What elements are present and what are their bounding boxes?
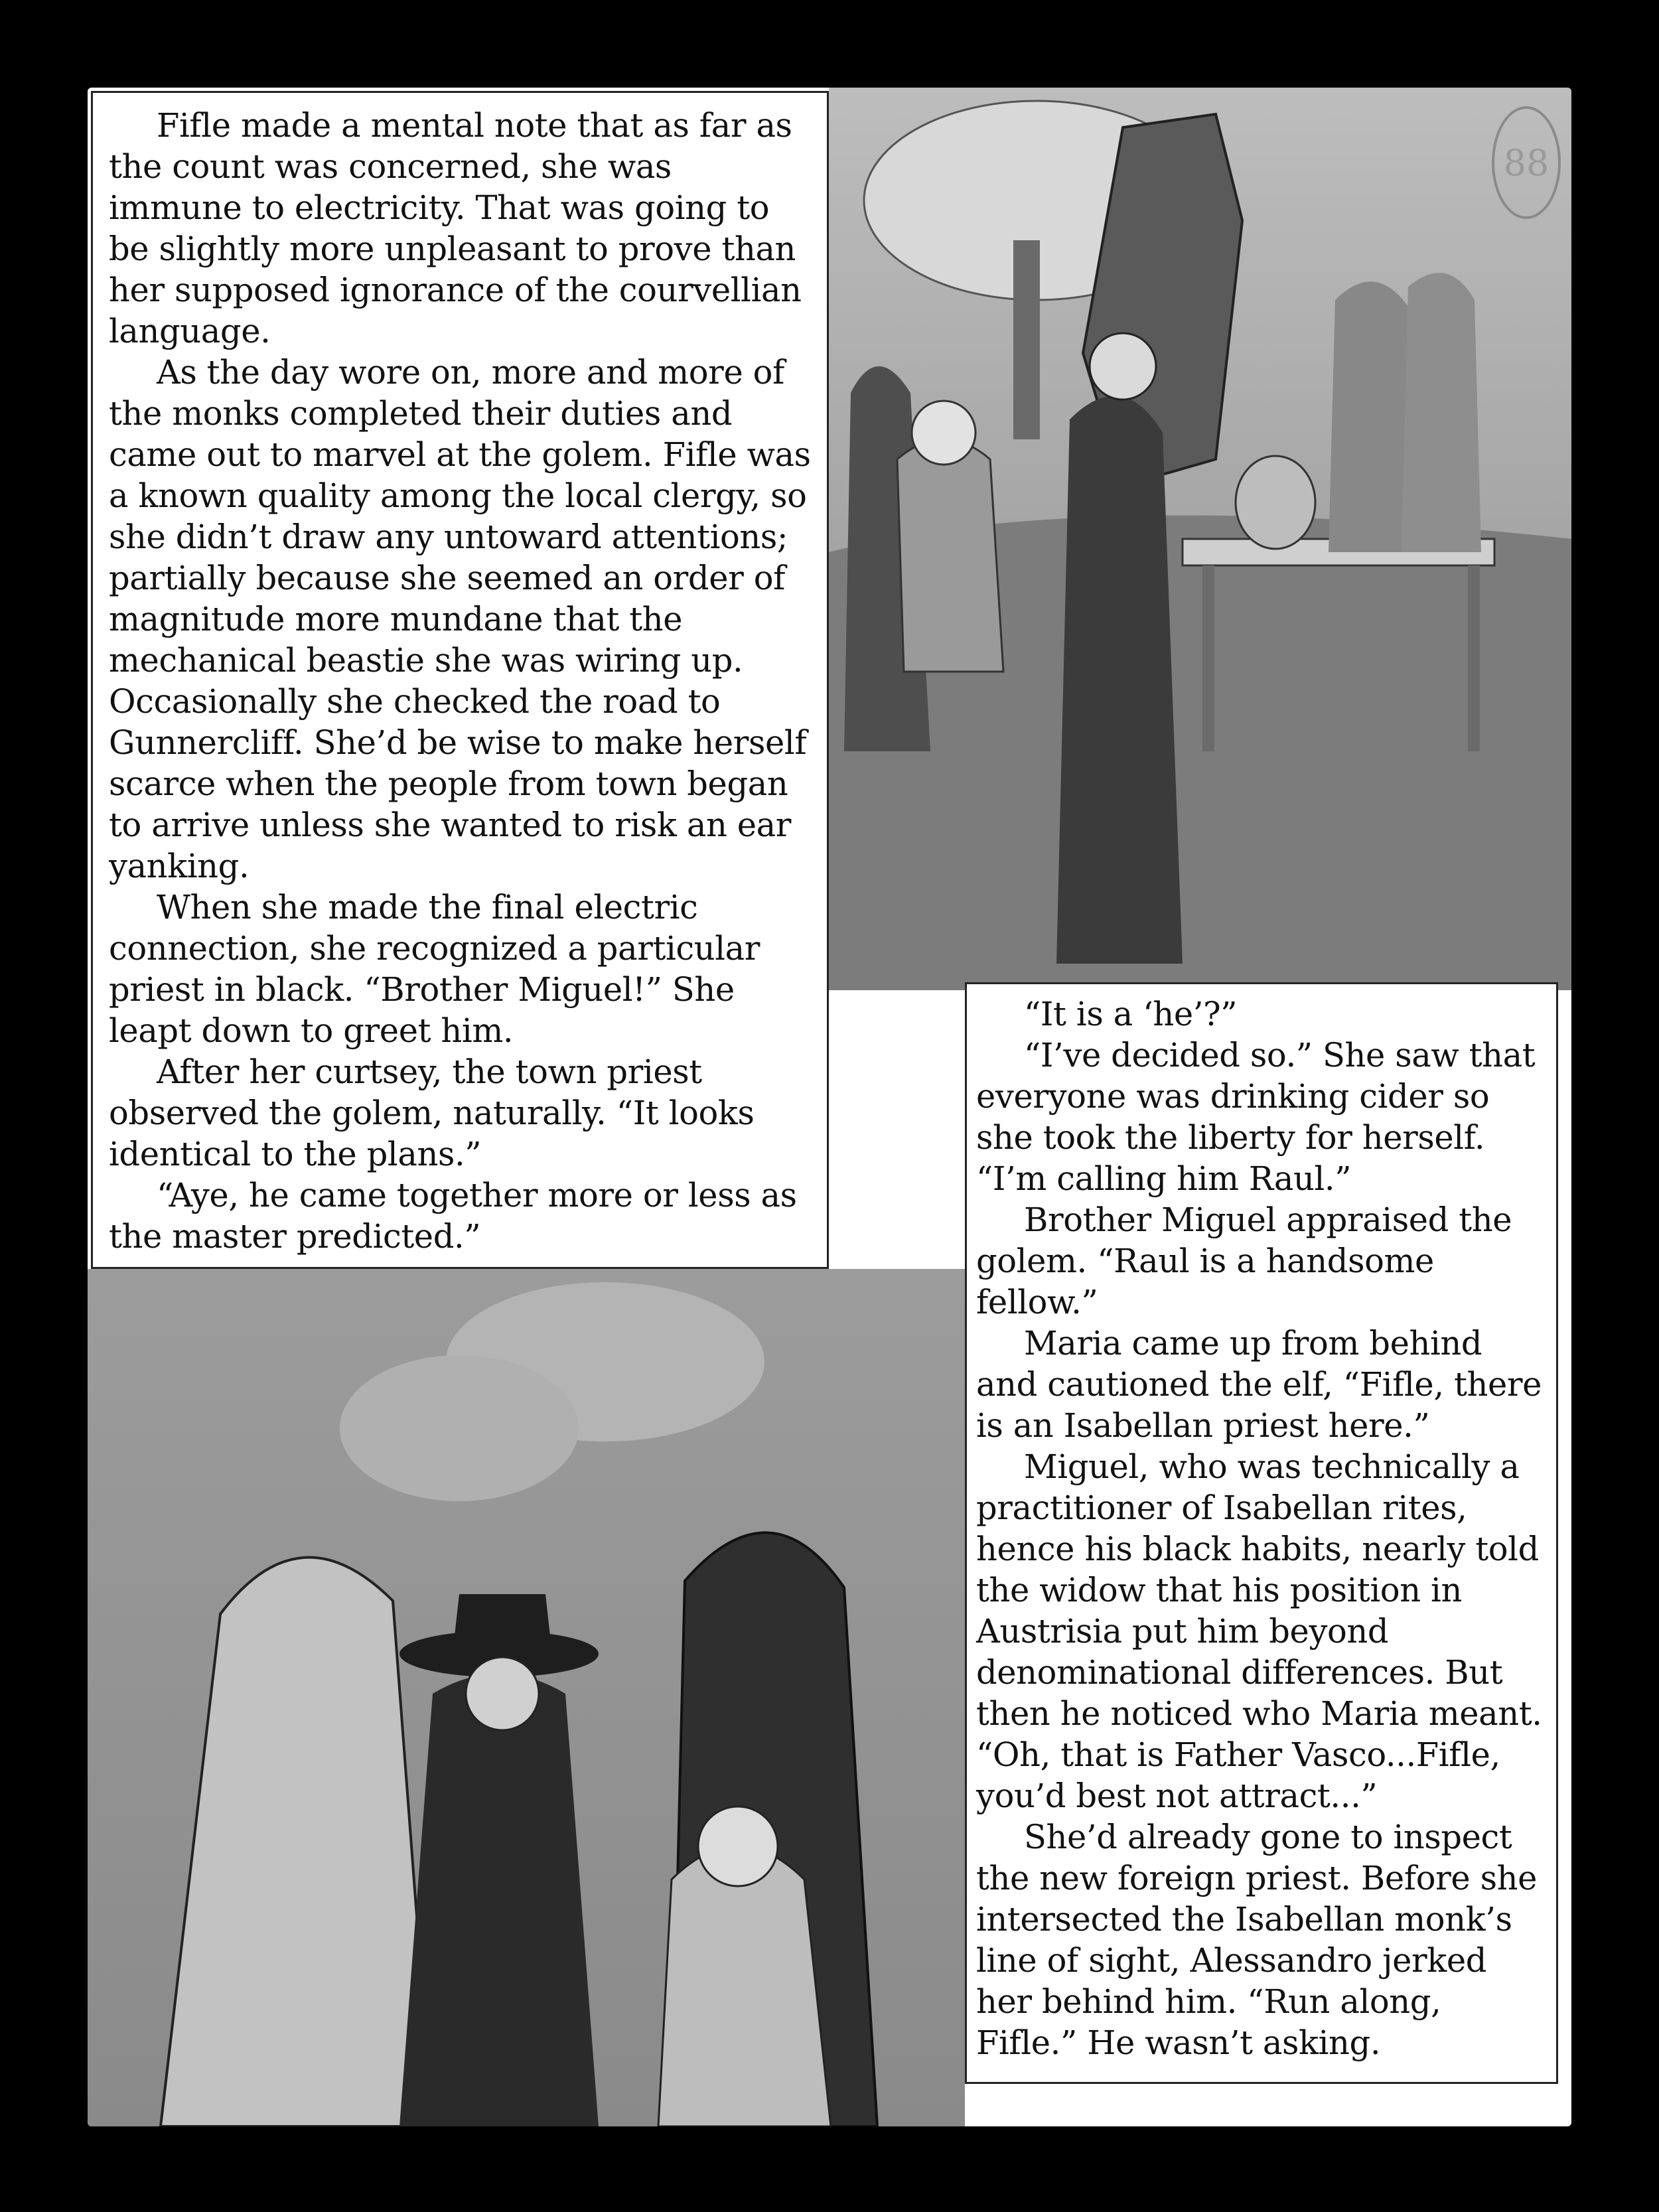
narration-paragraph: Miguel, who was technically a practitioner of Isabellan rites, hence his black habits, nearly told the widow that his position in Austrisia put him beyond denominational differences. But then he noticed who Maria meant. “Oh, that is Father Vasco...Fifle, you’d best not attract...” (976, 1447, 1542, 1815)
top-right-panel-art (829, 88, 1571, 990)
bottom-left-panel-art (88, 1269, 965, 2126)
comic-page (88, 88, 1571, 2126)
narration-paragraph: She’d already gone to inspect the new foreign priest. Before she intersected the Isabellan monk’s line of sight, Alessandro jerked her behind him. “Run along, Fifle.” He wasn’t asking. (976, 1818, 1537, 2062)
narration-box-left (91, 91, 829, 1269)
page-number: 88 (1492, 106, 1561, 219)
narration-paragraph: Fifle made a mental note that as far as the count was concerned, she was immune to electricity. That was going to be slightly more unpleasant to prove than her supposed ignorance of the courvellian language. (109, 106, 802, 350)
narration-paragraph: When she made the final electric connection, she recognized a particular priest in black. “Brother Miguel!” She leapt down to greet him. (109, 888, 760, 1050)
narration-paragraph: “I’ve decided so.” She saw that everyone was drinking cider so she took the liberty for herself. “I’m calling him Raul.” (976, 1036, 1536, 1198)
narration-paragraph: “It is a ‘he’?” (1024, 995, 1238, 1033)
narration-box-right (965, 982, 1558, 2084)
narration-paragraph: “Aye, he came together more or less as the master predicted.” (109, 1176, 797, 1256)
narration-paragraph: Brother Miguel appraised the golem. “Raul is a handsome fellow.” (976, 1201, 1512, 1321)
narration-paragraph: After her curtsey, the town priest observed the golem, naturally. “It looks identical to the plans.” (109, 1053, 755, 1173)
narration-paragraph: Maria came up from behind and cautioned the elf, “Fifle, there is an Isabellan priest here.” (976, 1324, 1542, 1445)
narration-paragraph: As the day wore on, more and more of the monks completed their duties and came out to marvel at the golem. Fifle was a known quality among the local clergy, so she didn’t draw any untoward attentions; partially because she seemed an order of magnitude more mundane that the mechanical beastie she was wiring up. Occasionally she checked the road to Gunnercliff. She’d be wise to make herself scarce when the people from town began to arrive unless she wanted to risk an ear yanking. (109, 353, 811, 885)
